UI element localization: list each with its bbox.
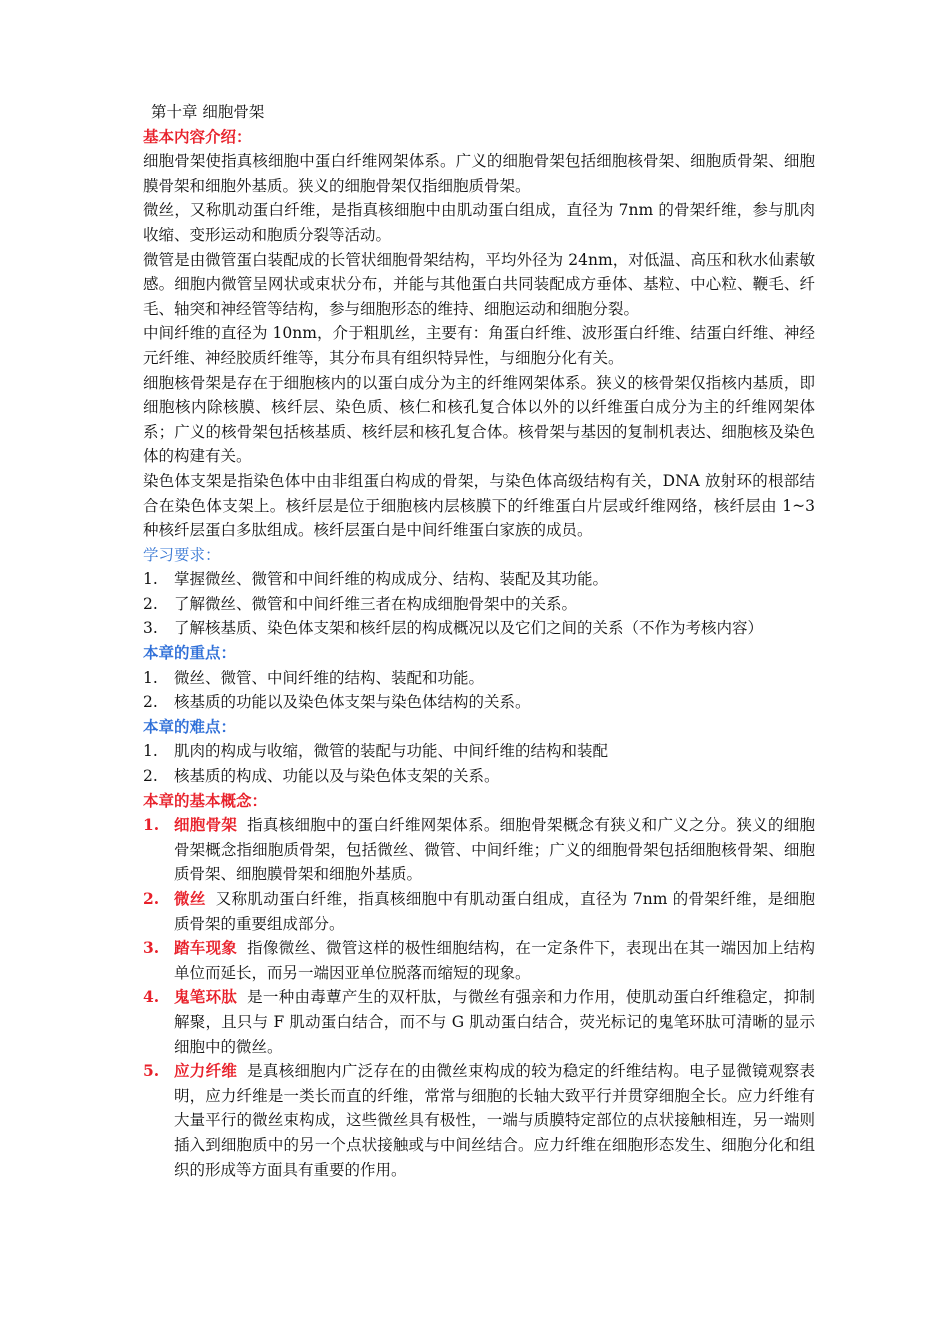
list-text: 微丝、微管、中间纤维的结构、装配和功能。 [174, 668, 485, 687]
list-item [143, 764, 815, 789]
concepts-heading: 本章的基本概念： [143, 790, 268, 810]
concept-definition: 指真核细胞中的蛋白纤维网架体系。细胞骨架概念有狭义和广义之分。狭义的细胞骨架概念指细胞质骨架，包括微丝、微管、中间纤维；广义的细胞骨架包括细胞核骨架、细胞质骨架、细胞膜骨架和细胞外基质。 [174, 816, 815, 884]
concept-item [143, 985, 815, 1059]
list-number: 2. [143, 693, 158, 712]
list-number: 1. [143, 742, 158, 761]
intro-paragraph: 细胞核骨架是存在于细胞核内的以蛋白成分为主的纤维网架体系。狭义的核骨架仅指核内基质，即细胞核内除核膜、核纤层、染色质、核仁和核孔复合体以外的以纤维蛋白成分为主的纤维网架体系；广义的核骨架包括核基质、核纤层和核孔复合体。核骨架与基因的复制机表达、细胞核及染色体的构建有关。 [143, 373, 815, 466]
list-item [143, 739, 815, 764]
concept-item [143, 887, 815, 936]
list-item [143, 690, 815, 715]
intro-paragraph: 细胞骨架使指真核细胞中蛋白纤维网架体系。广义的细胞骨架包括细胞核骨架、细胞质骨架、细胞膜骨架和细胞外基质。狭义的细胞骨架仅指细胞质骨架。 [143, 152, 815, 195]
concept-term: 微丝 [174, 889, 206, 908]
concept-number: 5. [143, 1061, 160, 1081]
concept-term: 细胞骨架 [174, 815, 238, 835]
concept-definition: 指像微丝、微管这样的极性细胞结构，在一定条件下，表现出在其一端因加上结构单位而延长，而另一端因亚单位脱落而缩短的现象。 [174, 939, 815, 982]
concept-definition: 又称肌动蛋白纤维，指真核细胞中有肌动蛋白组成，直径为 7nm 的骨架纤维，是细胞质骨架的重要组成部分。 [174, 890, 815, 933]
concept-definition: 是一种由毒蕈产生的双杆肽，与微丝有强亲和力作用，使肌动蛋白纤维稳定，抑制解聚，且只与 F 肌动蛋白结合，而不与 G 肌动蛋白结合，荧光标记的鬼笔环肽可清晰的显示细胞中的微丝。 [174, 988, 815, 1056]
concept-number: 1. [143, 815, 160, 835]
key-points-list [143, 666, 815, 715]
requirements-heading: 学习要求： [143, 545, 221, 564]
concepts-list [143, 813, 815, 1182]
list-number: 1. [143, 668, 158, 687]
list-text: 了解核基质、染色体支架和核纤层的构成概况以及它们之间的关系（不作为考核内容） [174, 619, 764, 638]
intro-paragraph: 染色体支架是指染色体中由非组蛋白构成的骨架，与染色体高级结构有关，DNA 放射环的根部结合在染色体支架上。核纤层是位于细胞核内层核膜下的纤维蛋白片层或纤维网络，核纤层由 1~3 种核纤层蛋白多肽组成。核纤层蛋白是中间纤维蛋白家族的成员。 [143, 471, 815, 540]
intro-heading: 基本内容介绍： [143, 126, 252, 146]
key-points-heading: 本章的重点： [143, 643, 237, 663]
list-text: 核基质的构成、功能以及与染色体支架的关系。 [174, 767, 500, 786]
concept-item [143, 1059, 815, 1182]
list-text: 肌肉的构成与收缩，微管的装配与功能、中间纤维的结构和装配 [174, 742, 609, 761]
list-item [143, 666, 815, 691]
concept-definition: 是真核细胞内广泛存在的由微丝束构成的较为稳定的纤维结构。电子显微镜观察表明，应力纤维是一类长而直的纤维，常常与细胞的长轴大致平行并贯穿细胞全长。应力纤维有大量平行的微丝束构成，这些微丝具有极性，一端与质膜特定部位的点状接触相连，另一端则插入到细胞质中的另一个点状接触或与中间丝结合。应力纤维在细胞形态发生、细胞分化和组织的形成等方面具有重要的作用。 [174, 1062, 815, 1179]
intro-paragraph: 微管是由微管蛋白装配成的长管状细胞骨架结构，平均外径为 24nm，对低温、高压和秋水仙素敏感。细胞内微管呈网状或束状分布，并能与其他蛋白共同装配成方垂体、基粒、中心粒、鞭毛、纤毛、轴突和神经管等结构，参与细胞形态的维持、细胞运动和细胞分裂。 [143, 250, 815, 318]
list-text: 核基质的功能以及染色体支架与染色体结构的关系。 [174, 693, 531, 712]
requirements-list [143, 567, 815, 641]
list-number: 3. [143, 619, 158, 638]
concept-number: 2. [143, 889, 160, 908]
list-number: 2. [143, 594, 158, 613]
concept-number: 3. [143, 938, 160, 958]
list-item [143, 616, 815, 641]
difficulties-list [143, 739, 815, 788]
chapter-title: 第十章 细胞骨架 [151, 103, 265, 121]
concept-term: 应力纤维 [174, 1061, 238, 1081]
concept-term: 鬼笔环肽 [174, 987, 238, 1007]
concept-term: 踏车现象 [174, 938, 238, 958]
intro-paragraph: 中间纤维的直径为 10nm，介于粗肌丝，主要有：角蛋白纤维、波形蛋白纤维、结蛋白纤维、神经元纤维、神经胶质纤维等，其分布具有组织特异性，与细胞分化有关。 [143, 324, 815, 367]
list-item [143, 567, 815, 592]
concept-number: 4. [143, 987, 160, 1007]
concept-item [143, 813, 815, 887]
difficulties-heading: 本章的难点： [143, 716, 237, 736]
list-text: 掌握微丝、微管和中间纤维的构成成分、结构、装配及其功能。 [174, 570, 609, 589]
list-number: 2. [143, 767, 158, 786]
list-number: 1. [143, 570, 158, 589]
intro-paragraph: 微丝，又称肌动蛋白纤维，是指真核细胞中由肌动蛋白组成，直径为 7nm 的骨架纤维，参与肌肉收缩、变形运动和胞质分裂等活动。 [143, 201, 815, 244]
document-content [143, 100, 815, 1182]
list-text: 了解微丝、微管和中间纤维三者在构成细胞骨架中的关系。 [174, 594, 578, 613]
concept-item [143, 936, 815, 985]
list-item [143, 592, 815, 617]
